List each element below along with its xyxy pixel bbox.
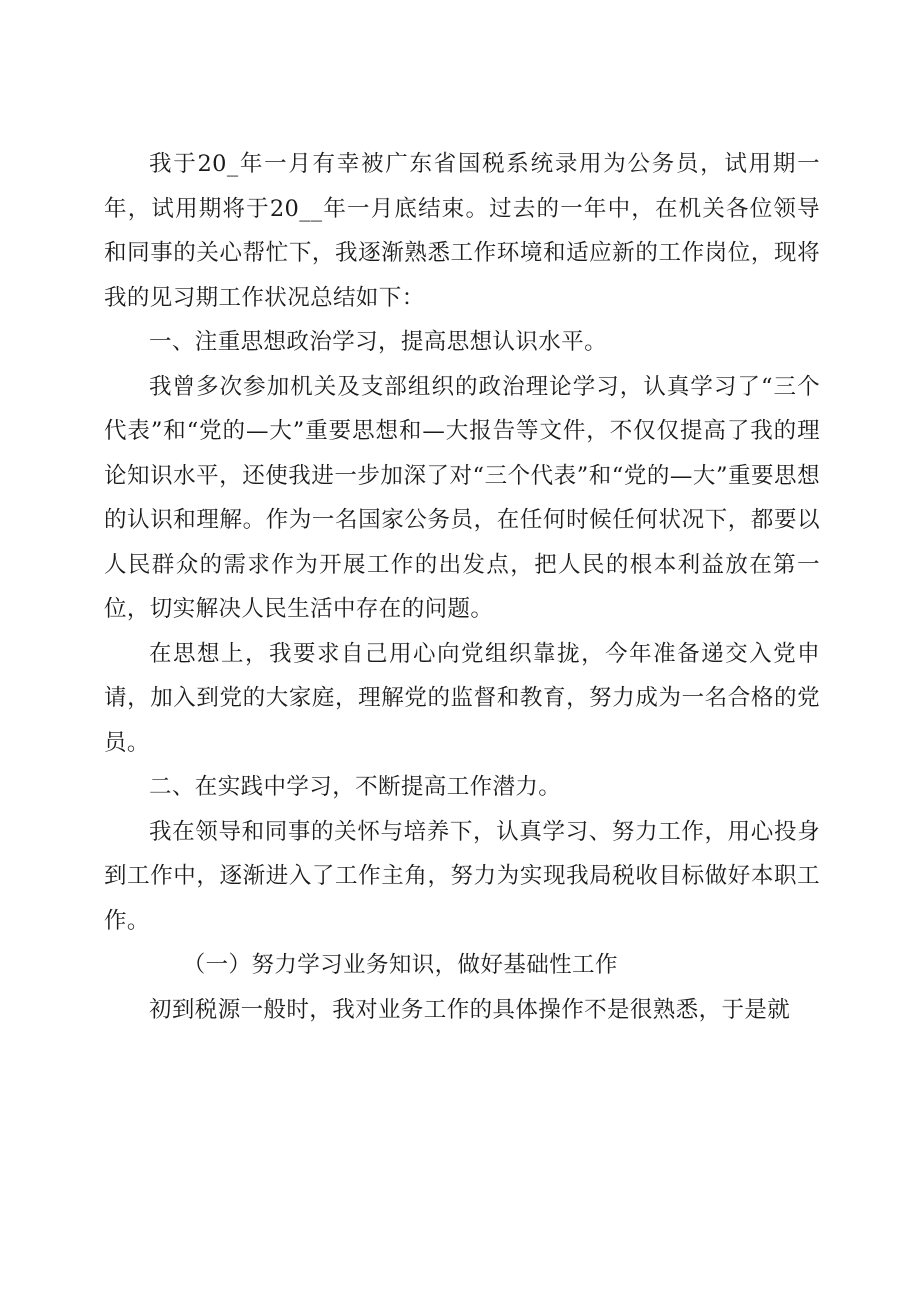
section-heading-2: 二、在实践中学习，不断提高工作潜力。 xyxy=(149,774,562,800)
body-paragraph: 初到税源一般时，我对业务工作的具体操作不是很熟悉，于是就 xyxy=(149,996,791,1023)
body-paragraph: 在思想上，我要求自己用心向党组织靠拢，今年准备递交入党申请，加入到党的大家庭，理解党的监督和教育，努力成为一名合格的党员。 xyxy=(104,640,820,756)
section-heading-1: 一、注重思想政治学习，提高思想认识水平。 xyxy=(149,329,608,355)
document-body xyxy=(104,142,820,1032)
intro-paragraph: 我于20_年一月有幸被广东省国税系统录用为公务员，试用期一年，试用期将于20__年一月底结束。过去的一年中，在机关各位领导和同事的关心帮忙下，我逐渐熟悉工作环境和适应新的工作岗位，现将我的见习期工作状况总结如下： xyxy=(104,151,820,311)
body-paragraph: 我曾多次参加机关及支部组织的政治理论学习，认真学习了“三个代表”和“党的—大”重要思想和—大报告等文件，不仅仅提高了我的理论知识水平，还使我进一步加深了对“三个代表”和“党的—大”重要思想的认识和理解。作为一名国家公务员，在任何时候任何状况下，都要以人民群众的需求作为开展工作的出发点，把人民的根本利益放在第一位，切实解决人民生活中存在的问题。 xyxy=(104,373,820,622)
body-paragraph: 我在领导和同事的关怀与培养下，认真学习、努力工作，用心投身到工作中，逐渐进入了工作主角，努力为实现我局税收目标做好本职工作。 xyxy=(104,818,820,934)
subsection-heading-1: （一）努力学习业务知识，做好基础性工作 xyxy=(182,952,618,978)
